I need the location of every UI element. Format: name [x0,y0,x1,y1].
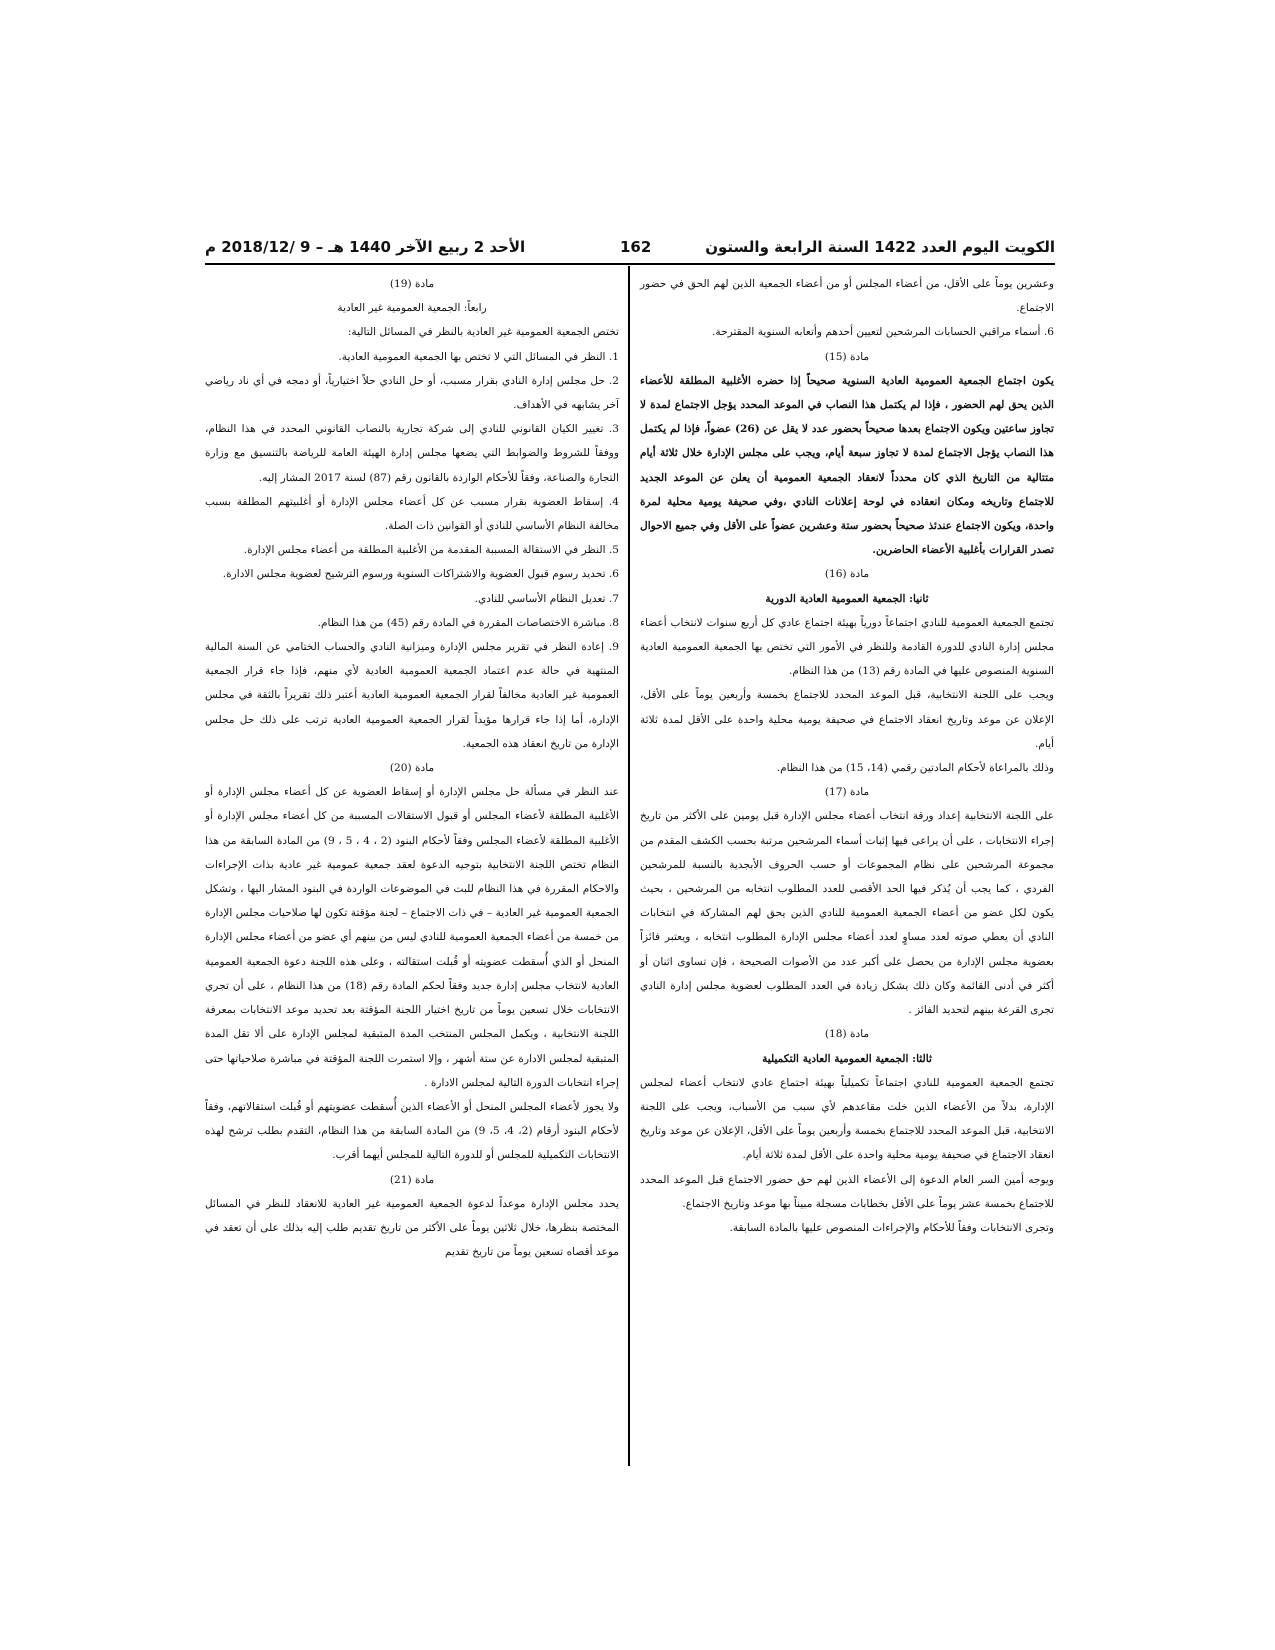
paragraph: تجتمع الجمعية العمومية للنادي اجتماعاً دورياً بهيئة اجتماع عادي كل أربع سنوات لانتخاب أعضاء مجلس إدارة النادي للدورة القادمة وللنظر في الأمور التي تختص بها الجمعية العمومية العادية السنوية المنصوص عليها في المادة رقم (13) من هذا النظام. [640,616,1055,678]
paragraph: ويوجه أمين السر العام الدعوة إلى الأعضاء الذين لهم حق حضور الاجتماع قبل الموعد المحدد للاجتماع بخمسة عشر يوماً على الأقل بخطابات مسجلة مبيناً بها موعد وتاريخ الاجتماع. [640,1173,1054,1210]
header-page-number: 162 [620,238,652,256]
list-item: 4. إسقاط العضوية بقرار مسبب عن كل أعضاء مجلس الإدارة أو أغلبيتهم المطلقة بسبب مخالفة النظام الأساسي للنادي أو القوانين ذات الصلة. [205,495,619,533]
list-item: 1. النظر في المسائل التي لا تختص بها الجمعية العمومية العادية. [338,350,619,363]
paragraph: 6. أسماء مراقبي الحسابات المرشحين لتعيين أحدهم وأتعابه السنوية المقترحة. [712,326,1054,339]
paragraph: ويجب على اللجنة الانتخابية، قبل الموعد المحدد للاجتماع بخمسة وأربعين يوماً على الأقل، الإعلان عن موعد وتاريخ انعقاد الاجتماع في صحيفة يومية محلية واحدة على الأقل لمدة ثلاثة أيام. [640,689,1054,750]
left-column [205,272,619,1264]
section-heading: ثانيا: الجمعية العمومية العادية الدورية [765,592,929,605]
paragraph: ولا يجوز لأعضاء المجلس المنحل أو الأعضاء الذين أُسقطت عضويتهم أو قُبلت استقالاتهم، وفقاً لأحكام البنود أرقام (2، 4، 5، 9) من المادة السابقة من هذا النظام، التقدم بطلب ترشح لهذه الانتخابات التكميلية للمجلس أو للدورة التالية للمجلس أيهما أقرب. [205,1100,619,1162]
article-heading-20: مادة (20) [389,762,435,775]
list-item: 9. إعادة النظر في تقرير مجلس الإدارة وميزانية النادي والحساب الختامي عن السنة المالية المنتهية في حالة عدم اعتماد الجمعية العمومية العادية لأي منهم، فإذا جاء قرار الجمعية العمومية غير العادية مخالفاً لقرار الجمعية العمومية العادية أعتبر ذلك تقريراً بالثقة في مجلس الإدارة، أما إذا جاء قرارها مؤيداً لقرار الجمعية العمومية العادية ترتب على ذلك حل مجلس الإدارة من تاريخ انعقاد هذه الجمعية. [205,641,619,750]
paragraph: على اللجنة الانتخابية إعداد ورقة انتخاب أعضاء مجلس الإدارة قبل يومين على الأكثر من تاريخ إجراء الانتخابات ، على أن يراعى فيها إثبات أسماء المرشحين مرتبة بحسب الكشف المقدم من مجموعة المرشحين على نظام المجموعات أو حسب الحروف الأبجدية بالنسبة للمرشحين الفردي ، كما يجب أن يُذكر فيها الحد الأقصى للعدد المطلوب انتخابه من المرشحين ، بحيث يكون لكل عضو من أعضاء الجمعية العمومية للنادي الذين يحق لهم المشاركة في انتخابات النادي أن يعطي صوته لعدد مساوٍ لعدد أعضاء مجلس الإدارة المطلوب انتخابه ، ويعتبر فائزاً بعضوية مجلس الإدارة من يحصل على أكبر عدد من الأصوات الصحيحة ، فإن تساوى اثنان أو أكثر في أدنى القائمة وكان ذلك يشكل زيادة في العدد المطلوب لعضوية مجلس إدارة النادي تجرى القرعة بينهم لتحديد الفائز . [640,810,1054,1017]
paragraph: عند النظر في مسألة حل مجلس الإدارة أو إسقاط العضوية عن كل أعضاء مجلس الإدارة أو الأغلبية المطلقة لأعضاء المجلس أو قبول الاستقالات المسببة من كل أعضاء مجلس الإدارة أو الأغلبية المطلقة لأعضاء المجلس وفقاً لأحكام البنود (2 ، 4 ، 5 ، 9) من المادة السابقة من هذا النظام تختص اللجنة الانتخابية بتوجيه الدعوة لعقد جمعية عمومية غير عادية بذات الإجراءات والاحكام المقررة في هذا النظام للبت في الموضوعات الواردة في البنود المشار اليها ، وتشكل الجمعية العمومية غير العادية – في ذات الاجتماع – لجنة مؤقتة تكون لها صلاحيات مجلس الإدارة من خمسة من أعضاء الجمعية العمومية للنادي ليس من بينهم أي عضو من أعضاء مجلس الإدارة المنحل أو الذي أُسقطت عضويته أو قُبلت استقالته ، وعلى هذه اللجنة دعوة الجمعية العمومية العادية لانتخاب مجلس إدارة جديد وفقاً لحكم المادة رقم (18) من هذا النظام ، على أن تجري الانتخابات خلال تسعين يوماً من تاريخ اختيار اللجنة المؤقتة بعد تحديد موعد الانتخابات بمعرفة اللجنة الانتخابية ، ويكمل المجلس المنتخب المدة المتبقية لمجلس الإدارة على ألا تقل المدة المتبقية لمجلس الادارة عن ستة أشهر ، وإلا استمرت اللجنة المؤقتة في مباشرة صلاحياتها حتى إجراء انتخابات الدورة التالية لمجلس الادارة . [205,786,620,1089]
article-heading-18: مادة (18) [824,1028,870,1041]
header-date: الأحد 2 ربيع الآخر 1440 هـ – 9 /2018/12 م [205,238,526,256]
paragraph: تختص الجمعية العمومية غير العادية بالنظر في المسائل التالية: [347,326,619,339]
paragraph: يحدد مجلس الإدارة موعداً لدعوة الجمعية العمومية غير العادية للانعقاد للنظر في المسائل المختصة بنظرها، خلال ثلاثين يوماً على الأكثر من تاريخ تقديم طلب إليه بذلك على أن تعقد في موعد أقصاه تسعين يوماً من تاريخ تقديم [205,1197,619,1259]
column-divider [628,266,630,1466]
section-heading: ثالثا: الجمعية العمومية العادية التكميلية [762,1052,932,1065]
paragraph: وتجرى الانتخابات وفقاً للأحكام والإجراءات المنصوص عليها بالمادة السابقة. [729,1221,1054,1234]
page-header [205,236,1055,260]
article-heading-17: مادة (17) [824,786,870,799]
list-item: 3. تغيير الكيان القانوني للنادي إلى شركة تجارية بالنصاب القانوني المحدد في هذا النظام، ووفقاً للشروط والضوابط التي يضعها مجلس إدارة الهيئة العامة للرياضة بالتنسيق مع وزارة التجارة والصناعة، وفقاً للأحكام الواردة بالقانون رقم (87) لسنة 2017 المشار إليه. [205,423,619,484]
list-item: 5. النظر في الاستقالة المسببة المقدمة من الأغلبية المطلقة من أعضاء مجلس الإدارة. [243,544,619,557]
list-item: 7. تعديل النظام الأساسي للنادي. [474,592,619,605]
list-item: 6. تحديد رسوم قبول العضوية والاشتراكات السنوية ورسوم الترشيح لعضوية مجلس الادارة. [222,568,619,581]
paragraph: تجتمع الجمعية العمومية للنادي اجتماعاً تكميلياً بهيئة اجتماع عادي لانتخاب أعضاء لمجلس الإدارة، بدلاً من الأعضاء الذين خلت مقاعدهم لأي سبب من الأسباب، ويجب على اللجنة الانتخابية، قبل الموعد المحدد للاجتماع بخمسة وأربعين يوماً على الأقل، الإعلان عن موعد وتاريخ انعقاد الاجتماع في صحيفة يومية محلية واحدة على الأقل لمدة ثلاثة أيام. [640,1076,1054,1162]
paragraph: وعشرين يوماً على الأقل، من أعضاء المجلس أو من أعضاء الجمعية الذين لهم الحق في حضور الاجتماع. [640,278,1054,315]
paragraph: وذلك بالمراعاة لأحكام المادتين رقمي (14، 15) من هذا النظام. [776,762,1054,775]
article-heading-15: مادة (15) [824,350,870,363]
header-rule [205,263,1055,265]
section-heading: رابعاً: الجمعية العمومية غير العادية [337,302,487,315]
header-issue: الكويت اليوم العدد 1422 السنة الرابعة والستون [705,238,1055,256]
article-heading-19: مادة (19) [389,278,435,290]
list-item: 2. حل مجلس إدارة النادي بقرار مسبب، أو حل النادي حلاً اختيارياً، أو دمجه في أي ناد رياضي آخر يشابهه في الأهداف. [205,374,619,412]
list-item: 8. مباشرة الاختصاصات المقررة في المادة رقم (45) من هذا النظام. [317,616,619,629]
article-heading-16: مادة (16) [824,568,870,581]
right-column [640,272,1054,1240]
paragraph: يكون اجتماع الجمعية العمومية العادية السنوية صحيحاً إذا حضره الأغلبية المطلقة للأعضاء الذين يحق لهم الحضور ، فإذا لم يكتمل هذا النصاب في الموعد المحدد يؤجل الاجتماع لمدة لا تجاوز ساعتين ويكون الاجتماع بعدها صحيحاً بحضور عدد لا يقل عن (26) عضواً، فإذا لم يكتمل هذا النصاب يؤجل الاجتماع لمدة لا تجاوز سبعة أيام، ويجب على مجلس الإدارة خلال ثلاثة أيام متتالية من التاريخ الذي كان محدداً لانعقاد الجمعية العمومية أن يعلن عن الموعد الجديد للاجتماع وتاريخه ومكان انعقاده في لوحة إعلانات النادي ،وفي صحيفة يومية محلية لمرة واحدة، ويكون الاجتماع عندئذ صحيحاً بحضور ستة وعشرين عضواً على الأقل وفي جميع الاحوال تصدر القرارات بأغلبية الأعضاء الحاضرين. [640,374,1055,557]
article-heading-21: مادة (21) [389,1173,435,1186]
